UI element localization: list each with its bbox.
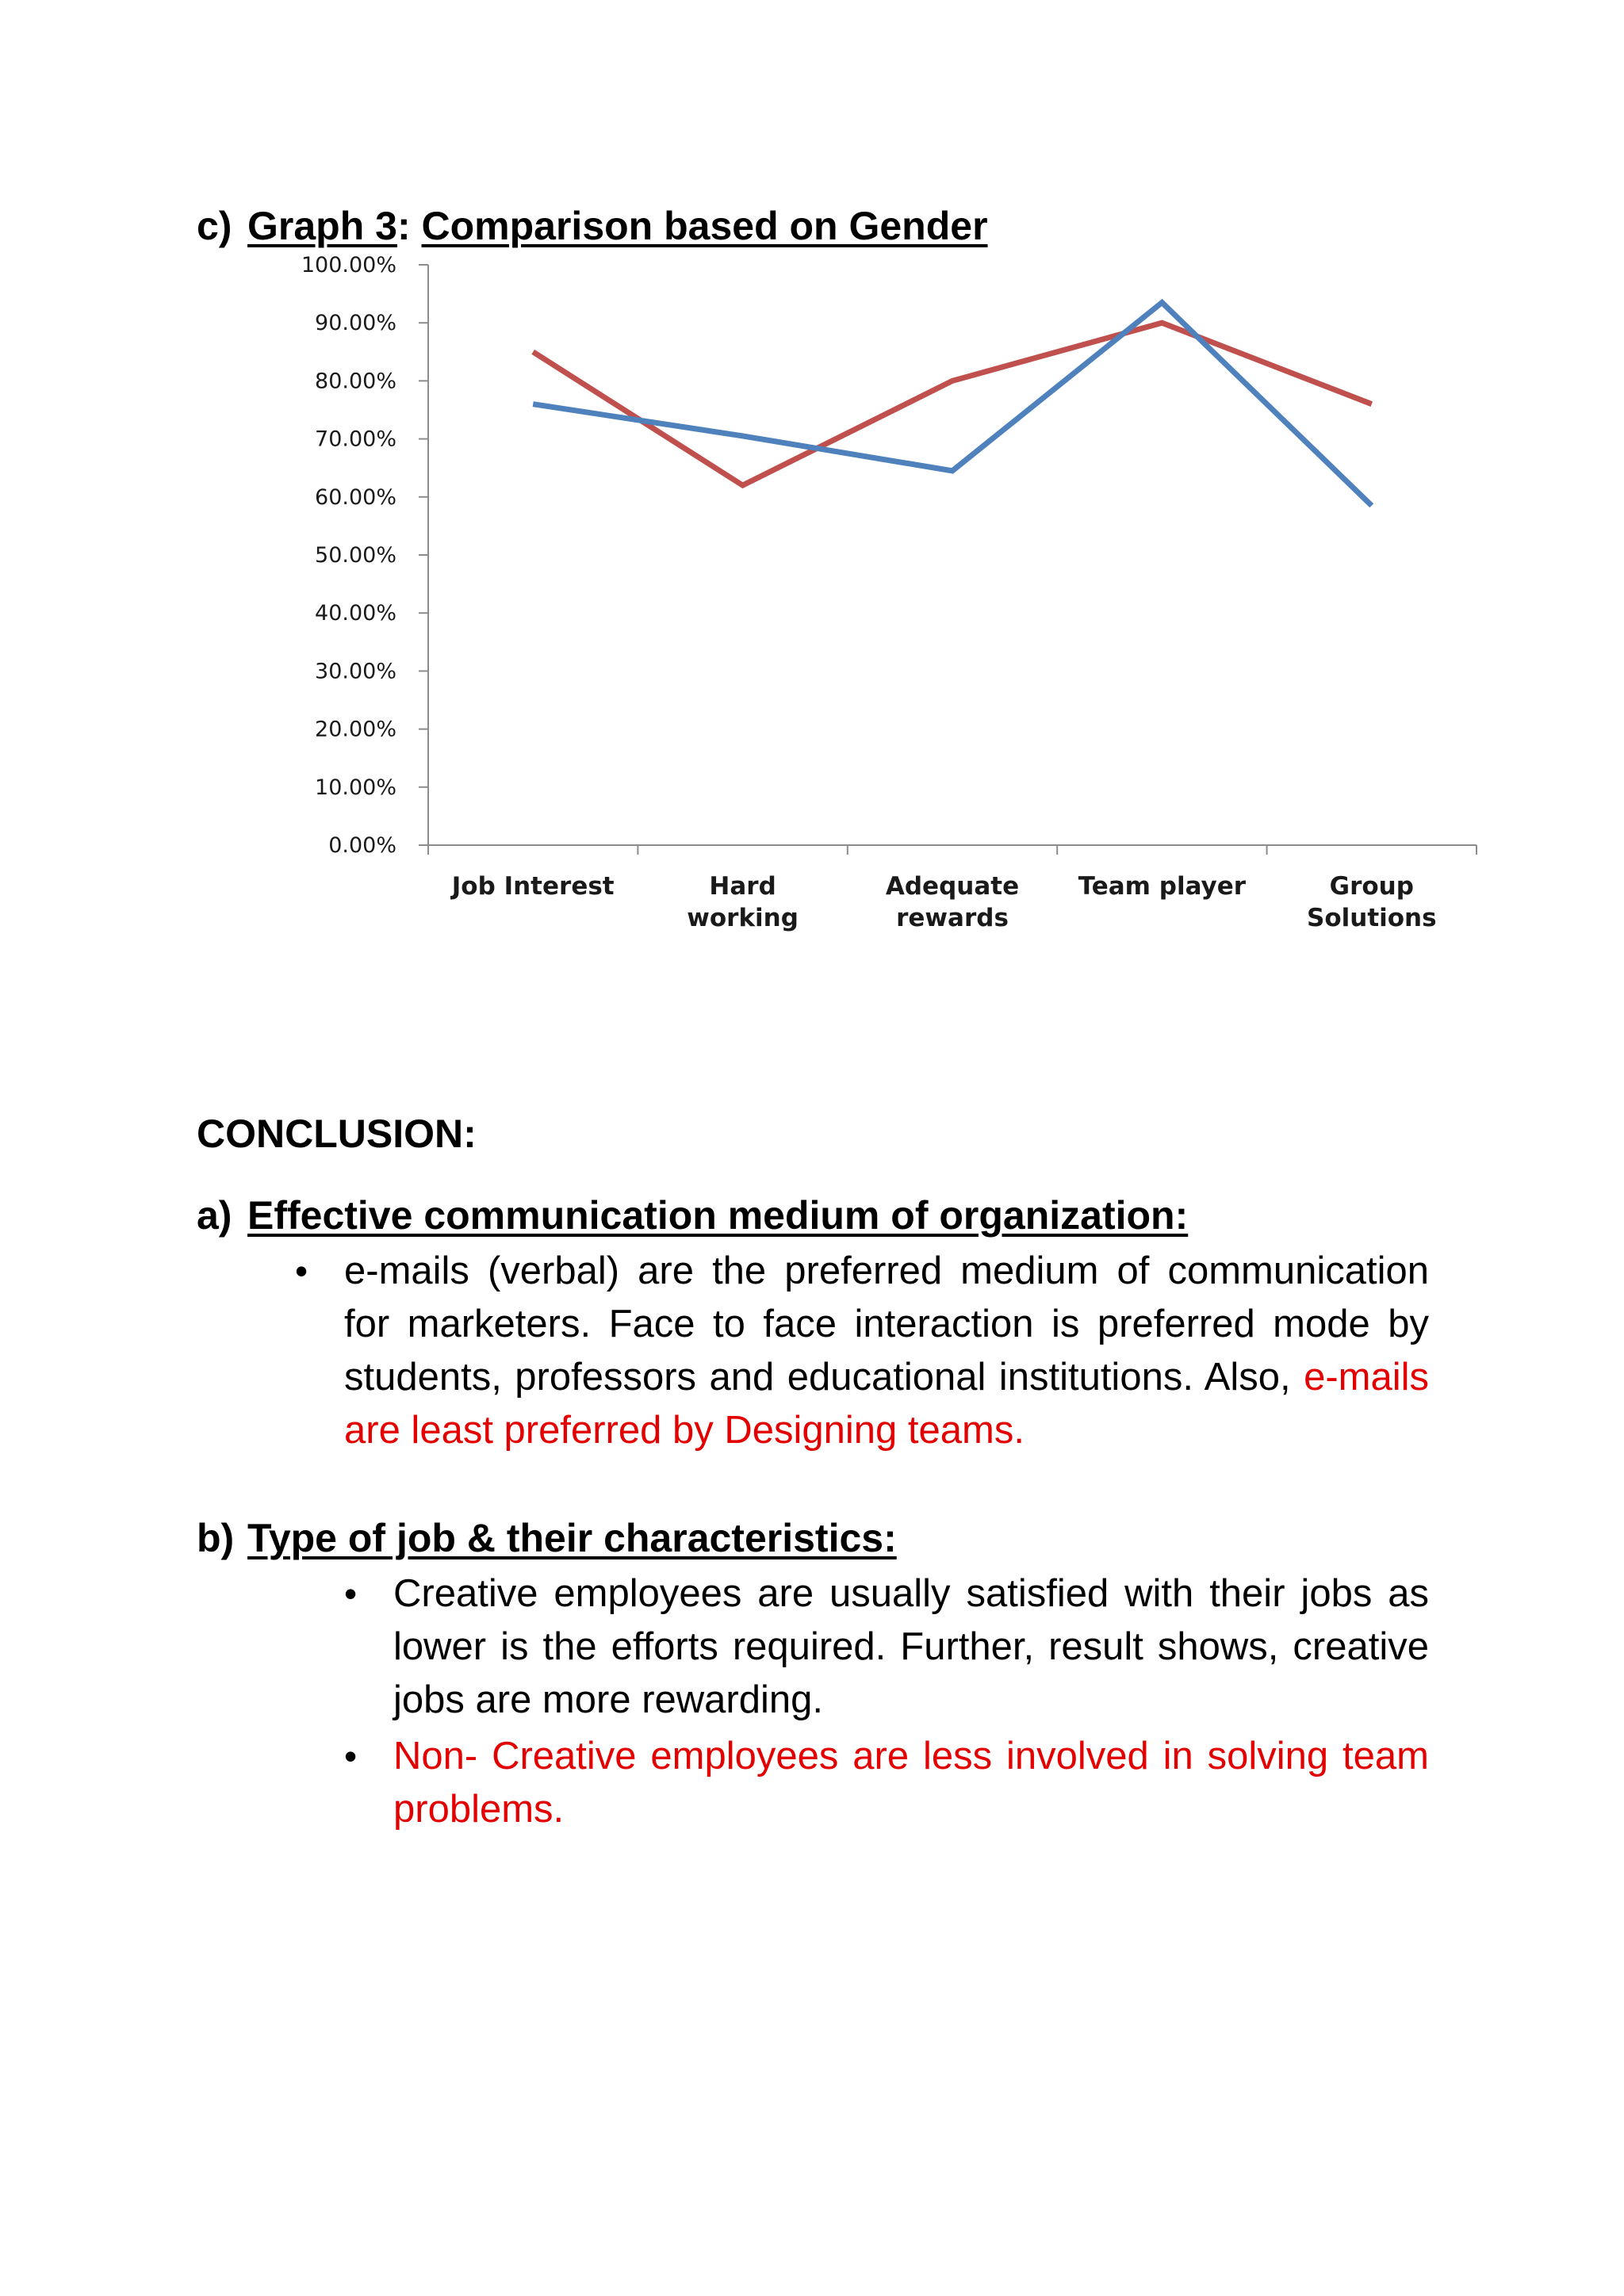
- graph-heading-marker: c): [197, 204, 232, 248]
- x-category-label-line: Job Interest: [451, 872, 615, 901]
- x-category-label-line: Team player: [1078, 872, 1247, 901]
- section-a-title: Effective communication medium of organization:: [247, 1193, 1189, 1238]
- graph-heading-separator: :: [396, 204, 411, 248]
- x-category-label: [886, 872, 1019, 932]
- conclusion-title: CONCLUSION:: [197, 1112, 477, 1156]
- x-category-label: [1078, 872, 1247, 901]
- graph-number-label: Graph 3: [247, 204, 397, 248]
- section-b-bullet-2: [344, 1730, 1429, 1836]
- y-tick-label: 10.00%: [315, 775, 396, 800]
- section-b-marker: b): [197, 1516, 235, 1560]
- x-category-label-line: Adequate: [885, 872, 1020, 901]
- conclusion-heading: [197, 1110, 477, 1158]
- section-b-heading: [197, 1514, 897, 1562]
- section-b-bullet-2-highlight: Non- Creative employees are less involved in solving team problems.: [393, 1735, 1429, 1831]
- x-category-label: [450, 872, 615, 901]
- y-tick-label: 0.00%: [328, 833, 396, 858]
- y-tick-label: 80.00%: [315, 369, 396, 394]
- x-category-label-line: Hard: [709, 872, 776, 901]
- section-a-heading: [197, 1192, 1188, 1239]
- line-chart: [0, 0, 1624, 991]
- y-tick-label: 100.00%: [301, 253, 396, 277]
- y-tick-label: 90.00%: [315, 311, 396, 336]
- x-category-label: [687, 872, 799, 932]
- x-category-label-line: working: [687, 904, 799, 932]
- section-b-title: Type of job & their characteristics:: [247, 1516, 897, 1560]
- x-category-label: [1307, 872, 1437, 932]
- section-a-marker: a): [197, 1193, 232, 1238]
- y-tick-label: 50.00%: [315, 543, 396, 568]
- y-tick-label: 40.00%: [315, 601, 396, 626]
- series-line-1: [533, 303, 1372, 506]
- section-a-bullet-text: e-mails (verbal) are the preferred medium of communication for marketers. Face to face interaction is preferred mode by students, professors and educational institutions. Also,: [344, 1249, 1429, 1399]
- x-category-label-line: rewards: [896, 904, 1009, 932]
- y-tick-label: 70.00%: [315, 427, 396, 452]
- bullet-icon: •: [344, 1735, 358, 1777]
- y-tick-label: 20.00%: [315, 717, 396, 742]
- section-b-bullet-1: [344, 1567, 1429, 1727]
- bullet-icon: •: [344, 1573, 358, 1614]
- y-tick-label: 60.00%: [315, 484, 396, 510]
- section-a-bullet-highlight: e-mails are least preferred by Designing teams.: [344, 1356, 1429, 1452]
- bullet-icon: •: [295, 1250, 308, 1292]
- x-category-label-line: Group: [1329, 872, 1414, 901]
- section-b-bullet-1-text: Creative employees are usually satisfied with their jobs as lower is the efforts required. Further, result shows, creative jobs are more rewarding.: [393, 1572, 1429, 1721]
- y-tick-label: 30.00%: [315, 659, 396, 684]
- series-line-2: [533, 323, 1372, 485]
- x-category-label-line: Solutions: [1307, 904, 1437, 932]
- section-a-bullet: [295, 1245, 1429, 1457]
- graph-title: Comparison based on Gender: [421, 204, 988, 248]
